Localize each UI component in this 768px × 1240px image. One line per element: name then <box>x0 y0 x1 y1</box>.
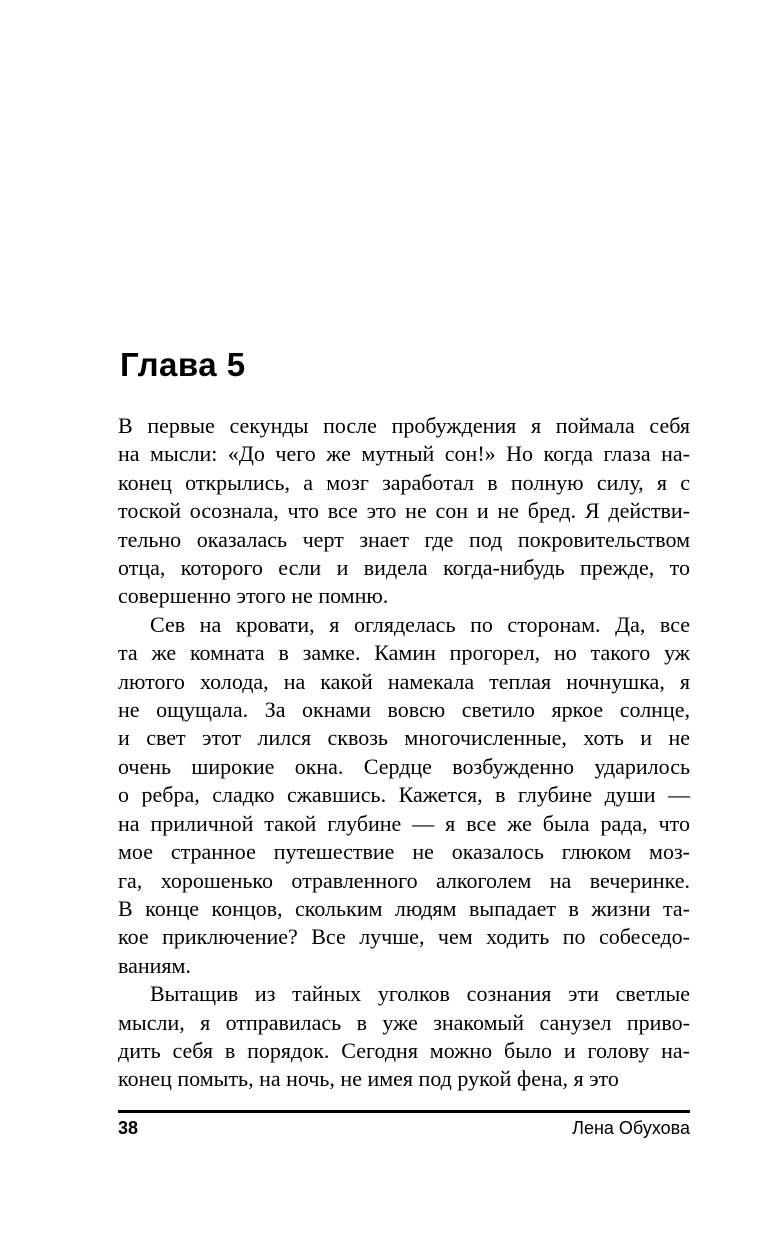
paragraph <box>118 980 690 1094</box>
text-line: конец открылись, а мозг заработал в полную силу, я с <box>118 469 690 495</box>
text-line: та же комната в замке. Камин прогорел, но такого уж <box>118 640 690 666</box>
body-text <box>118 412 690 1094</box>
paragraph <box>118 412 690 611</box>
text-line: на приличной такой глубине — я все же была рада, что <box>118 810 690 836</box>
text-line: ваниям. <box>118 952 191 978</box>
text-line: не ощущала. За окнами вовсю светило яркое солнце, <box>118 697 690 723</box>
footer <box>118 1118 690 1139</box>
text-line: кое приключение? Все лучше, чем ходить по собеседо- <box>118 924 690 950</box>
text-line: В первые секунды после пробуждения я поймала себя <box>118 413 690 438</box>
text-line: тоской осознала, что все это не сон и не бред. Я действи- <box>118 498 690 524</box>
text-line: лютого холода, на какой намекала теплая ночнушка, я <box>118 668 690 694</box>
text-line: отца, которого если и видела когда-нибудь прежде, то <box>118 555 690 581</box>
text-line: о ребра, сладко сжавшись. Кажется, в глубине души — <box>118 782 690 808</box>
text-line: Вытащив из тайных уголков сознания эти светлые <box>150 981 690 1007</box>
paragraph <box>118 611 690 980</box>
text-line: га, хорошенько отравленного алкоголем на вечеринке. <box>118 867 690 893</box>
footer-rule <box>118 1110 690 1113</box>
text-line: тельно оказалась черт знает где под покровительством <box>118 526 690 552</box>
text-line: мысли, я отправилась в уже знакомый санузел приво- <box>118 1009 690 1035</box>
text-line: совершенно этого не помню. <box>118 583 389 609</box>
running-author: Лена Обухова <box>572 1118 690 1138</box>
text-line: Сев на кровати, я огляделась по сторонам. Да, все <box>150 611 690 637</box>
text-line: В конце концов, скольким людям выпадает в жизни та- <box>118 895 690 921</box>
chapter-heading: Глава 5 <box>120 346 246 383</box>
text-line: очень широкие окна. Сердце возбужденно ударилось <box>118 753 690 779</box>
text-line: на мысли: «До чего же мутный сон!» Но когда глаза на- <box>118 441 690 467</box>
page-number: 38 <box>118 1118 139 1138</box>
text-line: конец помыть, на ночь, не имея под рукой фена, я это <box>118 1066 619 1092</box>
text-line: мое странное путешествие не оказалось глюком моз- <box>118 839 690 865</box>
text-line: дить себя в порядок. Сегодня можно было и голову на- <box>118 1037 690 1063</box>
text-line: и свет этот лился сквозь многочисленные, хоть и не <box>118 725 690 751</box>
